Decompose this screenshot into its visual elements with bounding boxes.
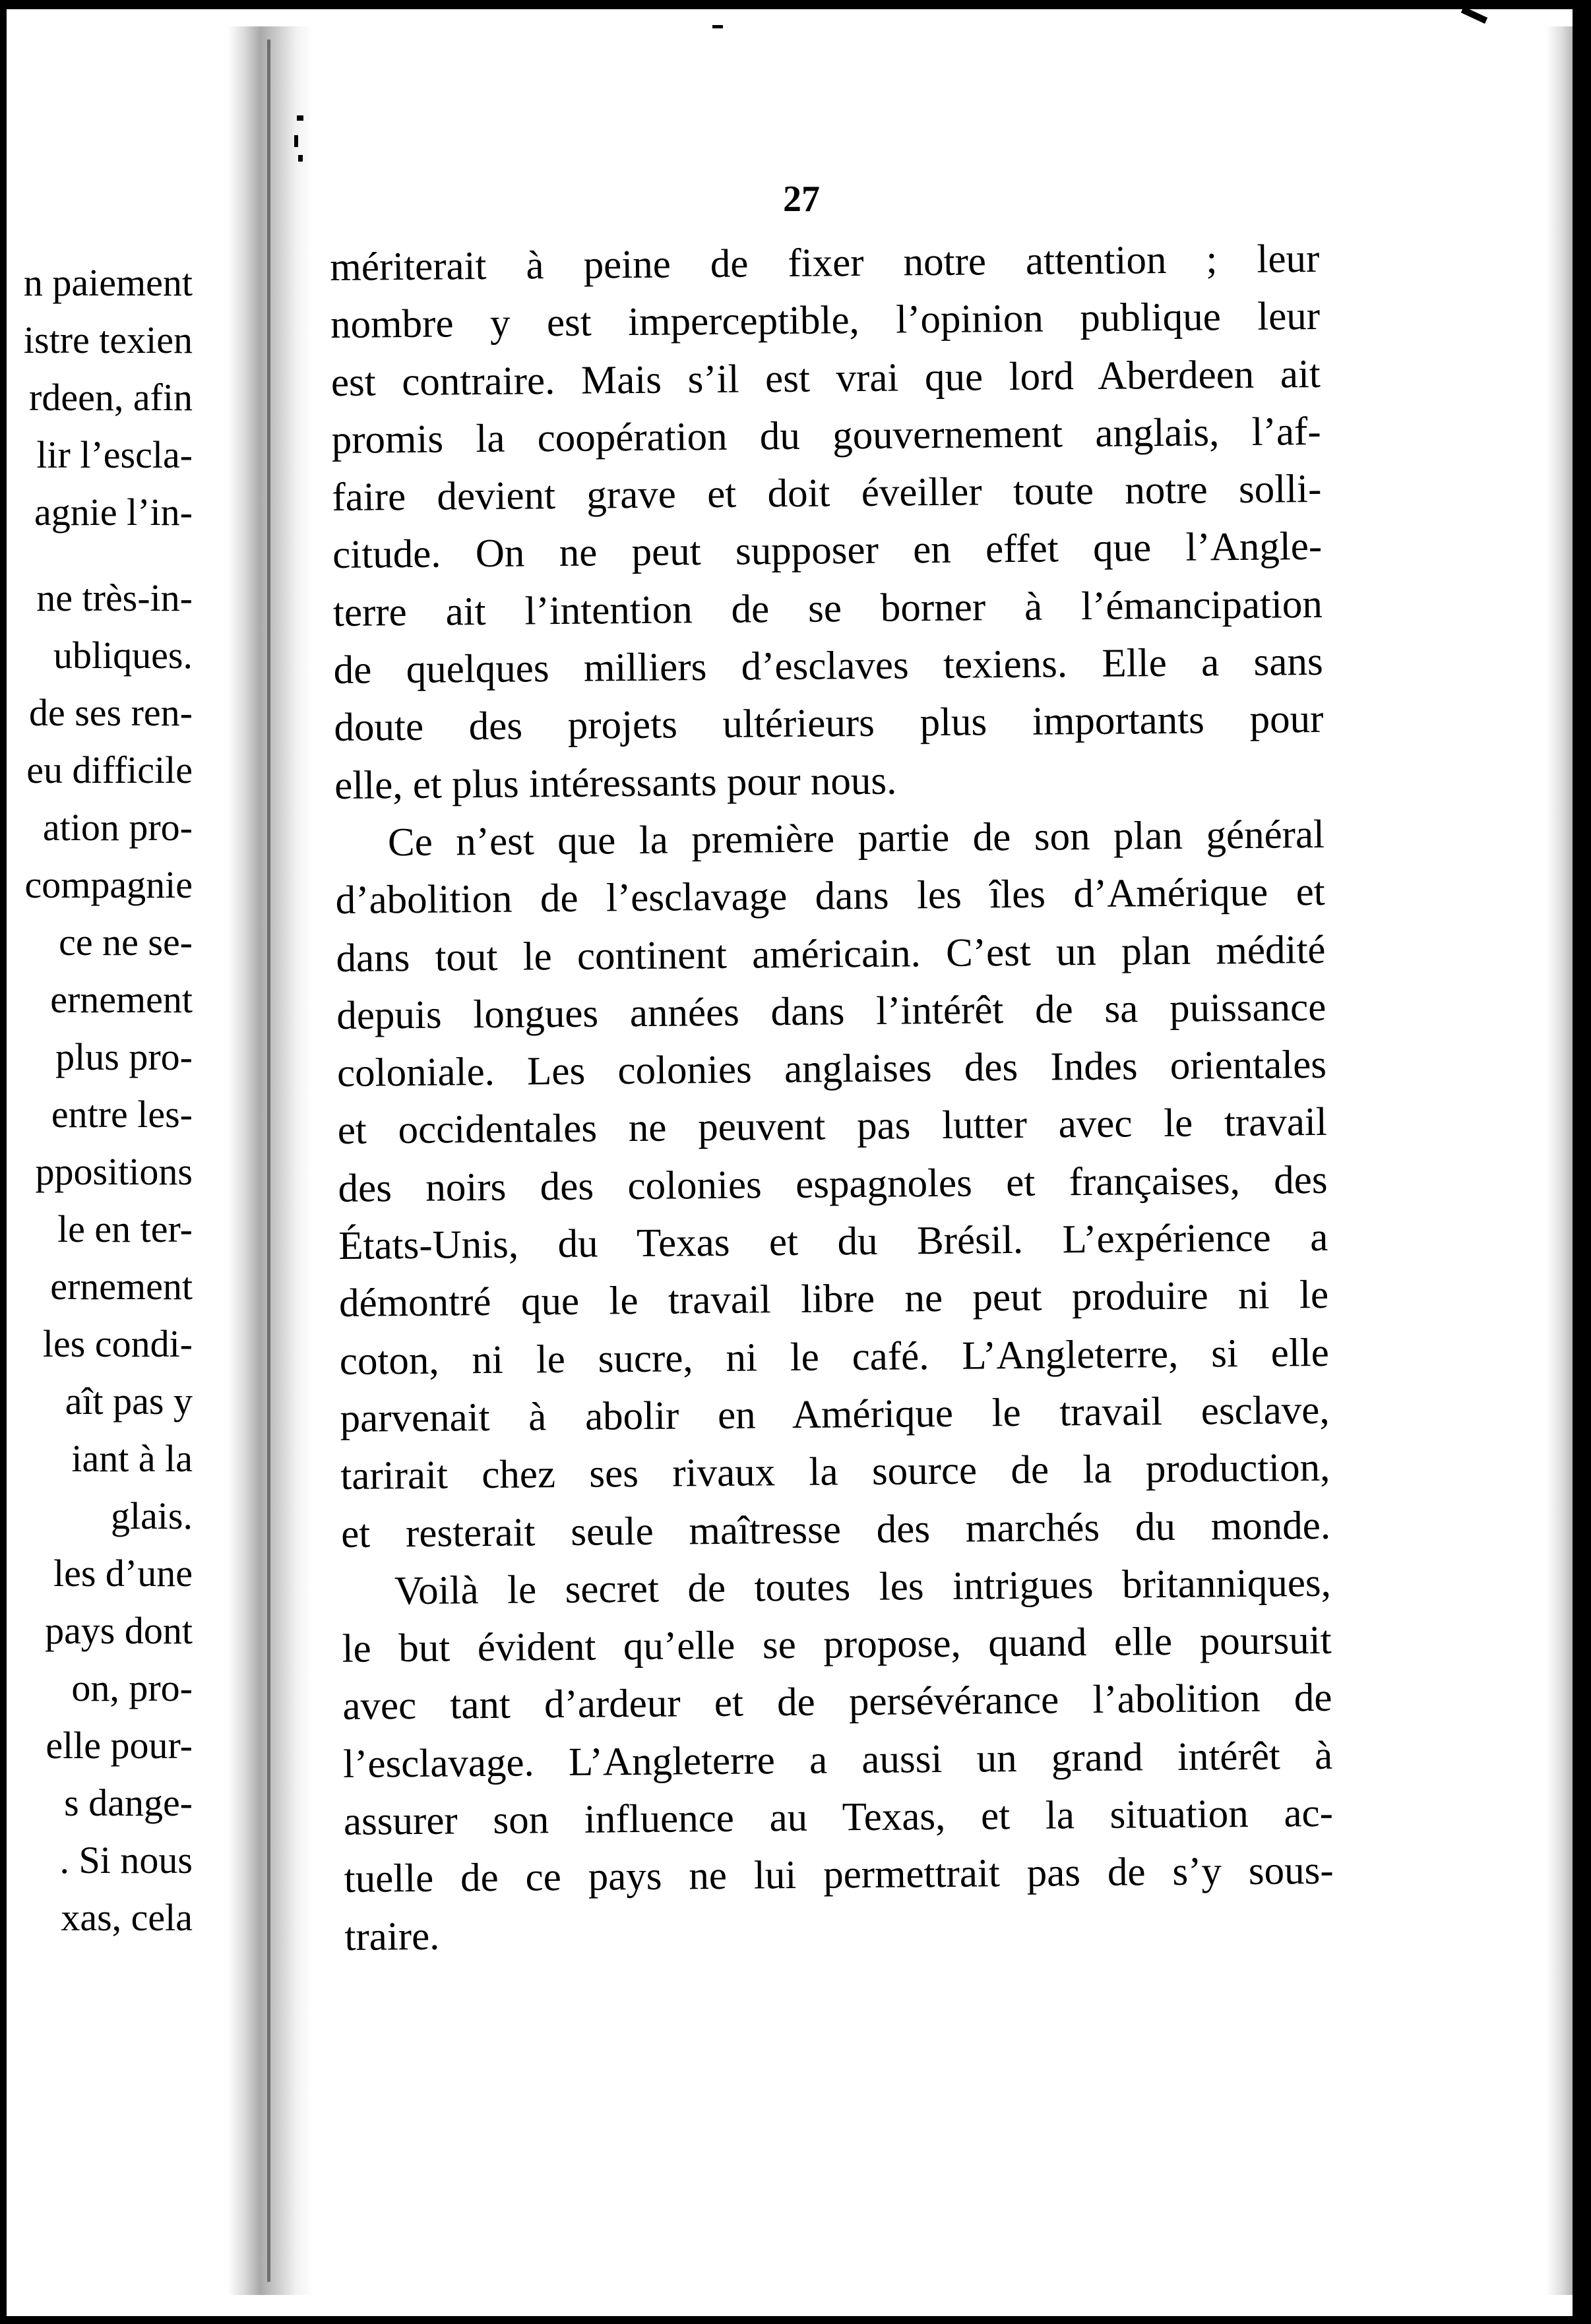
left-page-line: ce ne se-	[59, 921, 193, 963]
scan-border-bottom	[0, 2316, 1591, 2324]
text-line: dans tout le continent américain. C’est un plan médité	[336, 927, 1326, 981]
text-line: États-Unis, du Texas et du Brésil. L’expérience a	[338, 1215, 1328, 1268]
scan-artifact	[297, 115, 303, 121]
left-page-line: on, pro-	[71, 1667, 193, 1709]
text-line: l’esclavage. L’Angleterre a aussi un grand intérêt à	[342, 1733, 1333, 1787]
text-line: tuelle de ce pays ne lui permettrait pas de s’y sous-	[344, 1849, 1334, 1902]
paragraph	[335, 806, 1331, 1563]
scan-artifact	[294, 135, 298, 147]
left-page-line: plus pro-	[55, 1035, 193, 1078]
left-page-line: lir l’escla-	[36, 433, 193, 476]
left-page-line: ation pro-	[42, 806, 193, 849]
left-page-line: les condi-	[42, 1322, 193, 1365]
text-line: traire.	[344, 1914, 440, 1959]
text-line: et resterait seule maîtresse des marchés du monde.	[340, 1503, 1331, 1556]
left-page-line: de ses ren-	[28, 691, 193, 734]
left-page-fragment	[0, 254, 198, 1946]
left-page-line: ne très-in-	[36, 576, 193, 619]
left-page-line: elle pour-	[46, 1724, 193, 1767]
text-line: de quelques milliers d’esclaves texiens. Elle a sans	[333, 639, 1323, 693]
text-line: citude. On ne peut supposer en effet que l’Angle-	[332, 524, 1323, 578]
left-page-line: les d’une	[53, 1552, 193, 1595]
text-line: est contraire. Mais s’il est vrai que lord Aberdeen ait	[330, 352, 1321, 405]
left-page-paragraph-gap	[0, 541, 198, 569]
paragraph	[330, 230, 1325, 814]
right-page-edge-shadow	[1546, 26, 1573, 2295]
scan-border-right	[1573, 0, 1591, 2324]
left-page-line: . Si nous	[59, 1839, 193, 1881]
left-page-line: ppositions	[35, 1150, 193, 1193]
text-line: nombre y est imperceptible, l’opinion publique leur	[330, 294, 1321, 348]
text-line: assurer son influence au Texas, et la situation ac-	[343, 1790, 1334, 1844]
left-page-line: iant à la	[71, 1437, 193, 1480]
left-page-line: ernement	[50, 978, 193, 1021]
text-line: elle, et plus intéressants pour nous.	[334, 758, 897, 808]
left-page-line: le en ter-	[57, 1208, 193, 1250]
text-line: mériterait à peine de fixer notre attention ; leur	[330, 236, 1320, 290]
text-line: doute des projets ultérieurs plus importants pour	[334, 697, 1324, 750]
left-page-line: aît pas y	[65, 1380, 193, 1422]
text-line: terre ait l’intention de se borner à l’émancipation	[332, 582, 1323, 635]
left-page-line: eu difficile	[26, 749, 193, 791]
text-line: faire devient grave et doit éveiller toute notre solli-	[332, 467, 1322, 520]
main-page-body	[330, 230, 1334, 1966]
paragraph	[342, 1554, 1334, 1966]
text-line: le but évident qu’elle se propose, quand elle poursuit	[342, 1618, 1332, 1672]
page-gutter-edge	[267, 40, 270, 2282]
left-page-line: glais.	[110, 1494, 193, 1537]
left-page-line: compagnie	[24, 863, 193, 906]
left-page-line: n paiement	[23, 261, 193, 304]
text-line: coloniale. Les colonies anglaises des Indes orientales	[336, 1043, 1327, 1096]
text-line: des noirs des colonies espagnoles et françaises, des	[338, 1157, 1328, 1211]
text-line: tarirait chez ses rivaux la source de la production,	[340, 1446, 1330, 1499]
left-page-line: entre les-	[51, 1093, 193, 1136]
text-line: parvenait à abolir en Amérique le travail esclave,	[340, 1388, 1330, 1441]
left-page-line: rdeen, afin	[29, 376, 193, 419]
left-page-line: ubliques.	[53, 634, 193, 677]
page-number: 27	[783, 179, 820, 220]
left-page-line: xas, cela	[61, 1896, 193, 1939]
text-line: depuis longues années dans l’intérêt de sa puissance	[336, 985, 1326, 1038]
left-page-line: s dange-	[64, 1781, 193, 1824]
left-page-line: ernement	[50, 1265, 193, 1308]
scan-artifact	[298, 155, 303, 162]
text-line: démontré que le travail libre ne peut produire ni le	[338, 1273, 1329, 1326]
left-page-line: agnie l’in-	[34, 491, 193, 534]
text-line: Ce n’est que la première partie de son plan général	[387, 812, 1325, 865]
text-line: coton, ni le sucre, ni le café. L’Angleterre, si elle	[339, 1330, 1330, 1384]
left-page-line: pays dont	[45, 1609, 193, 1652]
scan-border-top	[0, 0, 1591, 9]
page-gutter-shadow	[228, 26, 313, 2295]
scan-artifact	[712, 25, 723, 28]
text-line: et occidentales ne peuvent pas lutter avec le travail	[337, 1100, 1328, 1153]
text-line: avec tant d’ardeur et de persévérance l’abolition de	[342, 1676, 1332, 1729]
text-line: d’abolition de l’esclavage dans les îles d’Amérique et	[335, 870, 1325, 923]
text-line: promis la coopération du gouvernement anglais, l’af-	[331, 409, 1321, 462]
left-page-line: istre texien	[23, 319, 193, 361]
text-line: Voilà le secret de toutes les intrigues britanniques,	[394, 1560, 1332, 1614]
